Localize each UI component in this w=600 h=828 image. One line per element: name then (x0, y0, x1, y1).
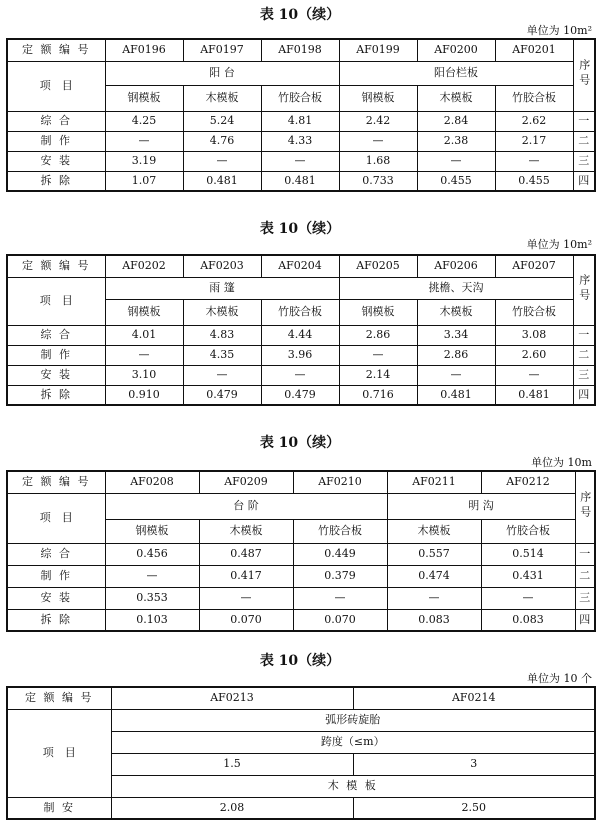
sub-header: 钢模板 (105, 299, 183, 325)
value-cell: 0.417 (199, 565, 293, 587)
value-cell: 2.17 (495, 131, 573, 151)
value-cell: 0.103 (105, 609, 199, 631)
row-name: 拆 除 (7, 385, 105, 405)
code-cell: AF0203 (183, 255, 261, 277)
value-cell: — (199, 587, 293, 609)
value-cell: 1.68 (339, 151, 417, 171)
value-cell: — (387, 587, 481, 609)
seq-cell: 三 (575, 587, 595, 609)
row-name: 综 合 (7, 111, 105, 131)
code-cell: AF0202 (105, 255, 183, 277)
table-row (7, 345, 595, 365)
value-cell: 3.19 (105, 151, 183, 171)
table4-unit: 单位为 10 个 (527, 672, 592, 685)
value-cell: 0.455 (417, 171, 495, 191)
table1-unit: 单位为 10m² (526, 24, 592, 37)
value-cell: 0.557 (387, 543, 481, 565)
row-name: 综 合 (7, 543, 105, 565)
codes-label: 定 额 编 号 (7, 471, 105, 493)
row-name: 安 装 (7, 151, 105, 171)
value-cell: — (261, 151, 339, 171)
value-cell: 0.083 (481, 609, 575, 631)
value-cell: — (105, 345, 183, 365)
seq-cell: 三 (573, 365, 595, 385)
seq-cell: 四 (575, 609, 595, 631)
code-cell: AF0208 (105, 471, 199, 493)
group-header: 弧形砖旋胎 (111, 709, 595, 731)
row-name: 综 合 (7, 325, 105, 345)
codes-label: 定 额 编 号 (7, 255, 105, 277)
value-cell: 0.449 (293, 543, 387, 565)
item-label: 项 目 (7, 61, 105, 111)
value-cell: 2.50 (353, 797, 595, 819)
value-cell: 0.456 (105, 543, 199, 565)
sub-header: 竹胶合板 (495, 299, 573, 325)
code-cell: AF0197 (183, 39, 261, 61)
seq-cell: 四 (573, 171, 595, 191)
code-cell: AF0206 (417, 255, 495, 277)
table-row (7, 543, 595, 565)
value-cell: 2.84 (417, 111, 495, 131)
value-cell: 2.38 (417, 131, 495, 151)
value-cell: 4.35 (183, 345, 261, 365)
table-row (7, 151, 595, 171)
value-cell: 0.379 (293, 565, 387, 587)
table3-unit: 单位为 10m (531, 456, 592, 469)
sub-header: 木模板 (417, 85, 495, 111)
code-cell: AF0198 (261, 39, 339, 61)
sub-header: 木模板 (417, 299, 495, 325)
group-header: 台 阶 (105, 493, 387, 519)
sub-header: 竹胶合板 (495, 85, 573, 111)
seq-header: 序号 (573, 39, 595, 111)
row-name: 制 作 (7, 565, 105, 587)
table-row (7, 565, 595, 587)
value-cell: 3.10 (105, 365, 183, 385)
value-cell: — (495, 151, 573, 171)
value-cell: 0.716 (339, 385, 417, 405)
value-cell: 2.14 (339, 365, 417, 385)
value-cell: 0.481 (495, 385, 573, 405)
sub-header: 竹胶合板 (481, 519, 575, 543)
sub-header: 钢模板 (105, 85, 183, 111)
span-value: 3 (353, 753, 595, 775)
code-cell: AF0200 (417, 39, 495, 61)
table-row (7, 365, 595, 385)
span-header: 跨度（≤m） (111, 731, 595, 753)
value-cell: 2.42 (339, 111, 417, 131)
code-cell: AF0205 (339, 255, 417, 277)
value-cell: 0.070 (199, 609, 293, 631)
code-cell: AF0214 (353, 687, 595, 709)
value-cell: 0.474 (387, 565, 481, 587)
value-cell: — (339, 345, 417, 365)
value-cell: 4.83 (183, 325, 261, 345)
group-header: 挑檐、天沟 (339, 277, 573, 299)
value-cell: — (293, 587, 387, 609)
value-cell: 4.01 (105, 325, 183, 345)
code-cell: AF0212 (481, 471, 575, 493)
table-row (7, 111, 595, 131)
seq-cell: 四 (573, 385, 595, 405)
value-cell: — (261, 365, 339, 385)
sub-header: 竹胶合板 (261, 299, 339, 325)
value-cell: — (183, 151, 261, 171)
seq-cell: 三 (573, 151, 595, 171)
code-cell: AF0209 (199, 471, 293, 493)
codes-label: 定 额 编 号 (7, 687, 111, 709)
value-cell: 0.514 (481, 543, 575, 565)
material-header: 木 模 板 (111, 775, 595, 797)
value-cell: 2.60 (495, 345, 573, 365)
item-label: 项 目 (7, 709, 111, 797)
sub-header: 钢模板 (105, 519, 199, 543)
sub-header: 竹胶合板 (261, 85, 339, 111)
table2 (6, 254, 596, 406)
code-cell: AF0201 (495, 39, 573, 61)
sub-header: 钢模板 (339, 85, 417, 111)
code-cell: AF0204 (261, 255, 339, 277)
seq-cell: 一 (573, 111, 595, 131)
code-cell: AF0199 (339, 39, 417, 61)
value-cell: 0.083 (387, 609, 481, 631)
table-row (7, 325, 595, 345)
sub-header: 竹胶合板 (293, 519, 387, 543)
value-cell: — (417, 151, 495, 171)
row-name: 制 作 (7, 131, 105, 151)
value-cell: — (481, 587, 575, 609)
value-cell: 2.86 (339, 325, 417, 345)
sub-header: 钢模板 (339, 299, 417, 325)
value-cell: 0.070 (293, 609, 387, 631)
row-name: 制 作 (7, 345, 105, 365)
sub-header: 木模板 (199, 519, 293, 543)
seq-header: 序号 (575, 471, 595, 543)
seq-cell: 二 (573, 345, 595, 365)
value-cell: 0.487 (199, 543, 293, 565)
value-cell: 3.08 (495, 325, 573, 345)
row-name: 安 装 (7, 365, 105, 385)
value-cell: — (105, 565, 199, 587)
value-cell: 4.44 (261, 325, 339, 345)
value-cell: — (105, 131, 183, 151)
span-value: 1.5 (111, 753, 353, 775)
value-cell: 2.86 (417, 345, 495, 365)
value-cell: 1.07 (105, 171, 183, 191)
item-label: 项 目 (7, 277, 105, 325)
value-cell: — (183, 365, 261, 385)
table1 (6, 38, 596, 192)
codes-label: 定 额 编 号 (7, 39, 105, 61)
item-label: 项 目 (7, 493, 105, 543)
table-row (7, 797, 595, 819)
table4 (6, 686, 596, 820)
value-cell: 0.431 (481, 565, 575, 587)
value-cell: 0.733 (339, 171, 417, 191)
value-cell: 3.96 (261, 345, 339, 365)
value-cell: 5.24 (183, 111, 261, 131)
code-cell: AF0211 (387, 471, 481, 493)
value-cell: 4.81 (261, 111, 339, 131)
row-name: 拆 除 (7, 609, 105, 631)
table3 (6, 470, 596, 632)
row-name: 拆 除 (7, 171, 105, 191)
table2-title: 表 10（续） (259, 221, 341, 237)
table4-title: 表 10（续） (259, 653, 341, 669)
seq-cell: 二 (573, 131, 595, 151)
code-cell: AF0196 (105, 39, 183, 61)
table2-unit: 单位为 10m² (526, 238, 592, 251)
value-cell: 0.481 (417, 385, 495, 405)
value-cell: — (339, 131, 417, 151)
table-row (7, 131, 595, 151)
table3-title: 表 10（续） (259, 435, 341, 451)
value-cell: 2.08 (111, 797, 353, 819)
table-row (7, 171, 595, 191)
value-cell: 0.479 (183, 385, 261, 405)
group-header: 阳台栏板 (339, 61, 573, 85)
table-row (7, 587, 595, 609)
code-cell: AF0213 (111, 687, 353, 709)
row-name: 安 装 (7, 587, 105, 609)
value-cell: 0.353 (105, 587, 199, 609)
value-cell: 0.910 (105, 385, 183, 405)
sub-header: 木模板 (387, 519, 481, 543)
value-cell: 4.25 (105, 111, 183, 131)
value-cell: 3.34 (417, 325, 495, 345)
seq-cell: 二 (575, 565, 595, 587)
code-cell: AF0207 (495, 255, 573, 277)
value-cell: 0.455 (495, 171, 573, 191)
value-cell: 2.62 (495, 111, 573, 131)
table-row (7, 609, 595, 631)
value-cell: — (417, 365, 495, 385)
seq-cell: 一 (575, 543, 595, 565)
seq-header: 序号 (573, 255, 595, 325)
row-name: 制 安 (7, 797, 111, 819)
value-cell: — (495, 365, 573, 385)
value-cell: 4.76 (183, 131, 261, 151)
sub-header: 木模板 (183, 85, 261, 111)
seq-cell: 一 (573, 325, 595, 345)
group-header: 阳 台 (105, 61, 339, 85)
value-cell: 0.479 (261, 385, 339, 405)
table1-title: 表 10（续） (259, 7, 341, 23)
value-cell: 4.33 (261, 131, 339, 151)
code-cell: AF0210 (293, 471, 387, 493)
value-cell: 0.481 (261, 171, 339, 191)
group-header: 明 沟 (387, 493, 575, 519)
value-cell: 0.481 (183, 171, 261, 191)
table-row (7, 385, 595, 405)
sub-header: 木模板 (183, 299, 261, 325)
group-header: 雨 篷 (105, 277, 339, 299)
